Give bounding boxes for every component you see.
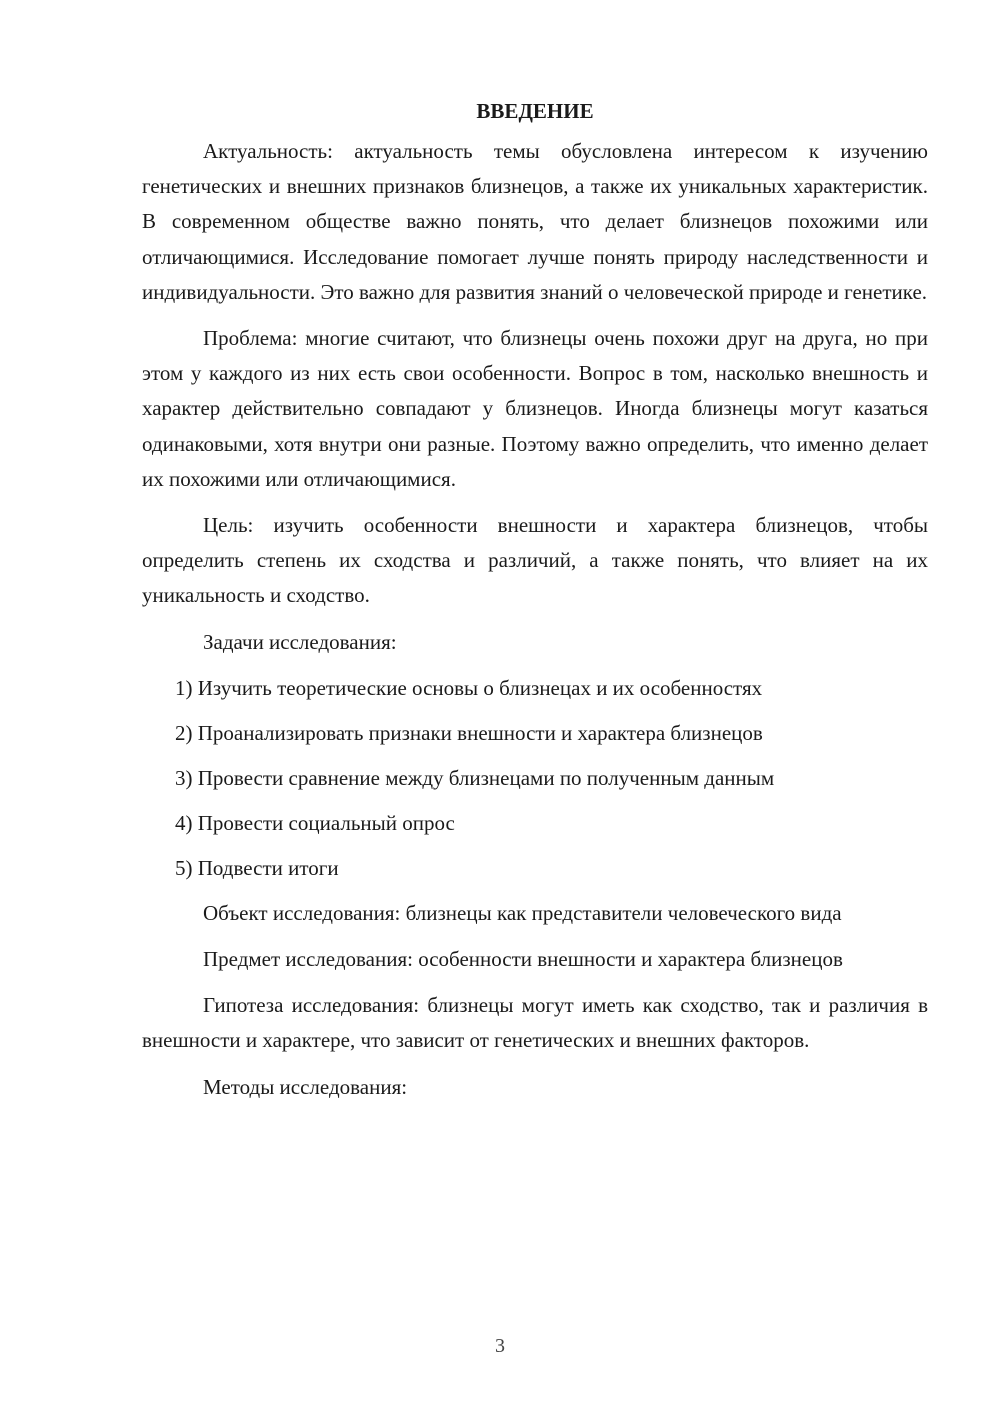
paragraph-goal: Цель: изучить особенности внешности и характера близнецов, чтобы определить степень их сходства и различий, а также понять, что влияет на их уникальность и сходство. <box>142 513 928 608</box>
paragraph-object: Объект исследования: близнецы как представители человеческого вида <box>203 900 842 925</box>
task-list <box>142 671 928 886</box>
page-content <box>142 96 928 1116</box>
methods-heading: Методы исследования: <box>203 1074 408 1099</box>
task-item: 4) Провести социальный опрос <box>175 810 455 835</box>
paragraph-problem: Проблема: многие считают, что близнецы очень похожи друг на друга, но при этом у каждого из них есть свои особенности. Вопрос в том, насколько внешность и характер действительно совпадают у близнецов. Иногда близнецы могут казаться одинаковыми, хотя внутри они разные. Поэтому важно определить, что именно делает их похожими или отличающимися. <box>142 326 928 491</box>
paragraph-hypothesis: Гипотеза исследования: близнецы могут иметь как сходство, так и различия в внешности и характере, что зависит от генетических и внешних факторов. <box>142 993 928 1053</box>
tasks-heading: Задачи исследования: <box>203 629 397 654</box>
task-item: 1) Изучить теоретические основы о близнецах и их особенностях <box>175 675 763 700</box>
task-item: 3) Провести сравнение между близнецами по полученным данным <box>175 765 775 790</box>
page-number: 3 <box>495 1335 505 1357</box>
paragraph-relevance: Актуальность: актуальность темы обусловлена интересом к изучению генетических и внешних признаков близнецов, а также их уникальных характеристик. В современном обществе важно понять, что делает близнецов похожими или отличающимися. Исследование помогает лучше понять природу наследственности и индивидуальности. Это важно для развития знаний о человеческой природе и генетике. <box>142 139 928 304</box>
paragraph-subject: Предмет исследования: особенности внешности и характера близнецов <box>203 947 843 972</box>
task-item: 5) Подвести итоги <box>175 855 339 880</box>
section-heading: ВВЕДЕНИЕ <box>476 99 594 123</box>
task-item: 2) Проанализировать признаки внешности и характера близнецов <box>175 720 763 745</box>
